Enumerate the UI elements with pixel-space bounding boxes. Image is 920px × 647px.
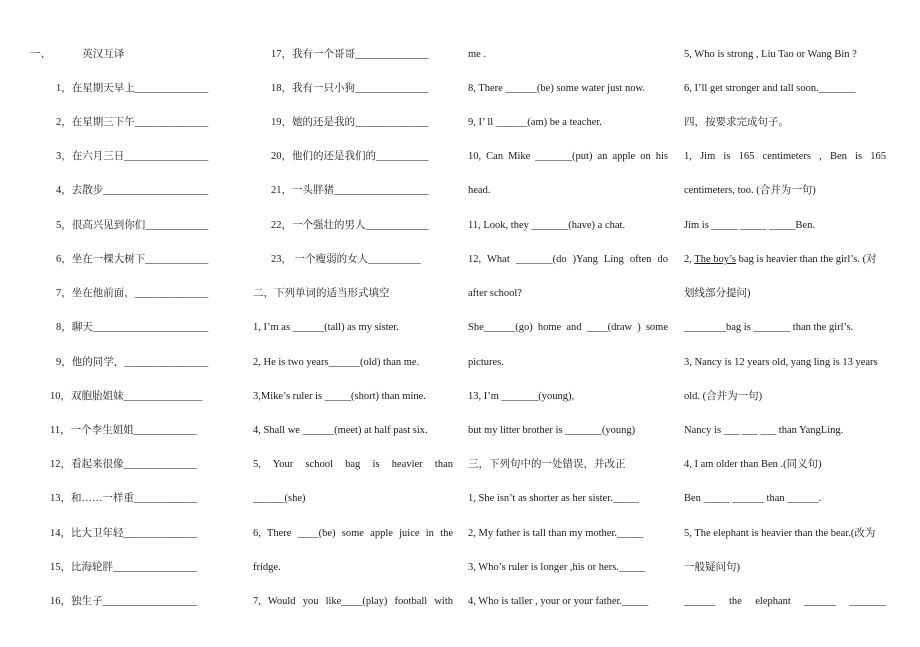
translation-item: 14，比大卫年轻______________ bbox=[50, 528, 197, 539]
translation-item: 21，一头胖猪__________________ bbox=[271, 185, 429, 196]
translation-item: 3，在六月三日________________ bbox=[56, 151, 209, 162]
sentence-task-line: centimeters, too. (合并为一句) bbox=[684, 185, 816, 196]
section-1-number: 一、 bbox=[30, 49, 51, 60]
exercise-line: fridge. bbox=[253, 562, 281, 573]
correction-line: 3, Who’s ruler is longer ,his or hers._____ bbox=[468, 562, 646, 573]
sentence-task-line: Jim is _____ _____ _____Ben. bbox=[684, 220, 815, 231]
exercise-line: 7, Would you like____(play) football with bbox=[253, 596, 453, 607]
translation-item: 12，看起来很像______________ bbox=[50, 459, 197, 470]
exercise-line: 8, There ______(be) some water just now. bbox=[468, 83, 645, 94]
exercise-line: 3,Mike’s ruler is _____(short) than mine. bbox=[253, 391, 426, 402]
section-1-heading bbox=[30, 45, 230, 65]
exercise-line: 9, I’ ll ______(am) be a teacher. bbox=[468, 117, 602, 128]
sentence-task-line: ______ the elephant ______ _______ bbox=[684, 596, 886, 607]
exercise-line: 11, Look, they _______(have) a chat. bbox=[468, 220, 626, 231]
translation-item: 15，比海轮胖________________ bbox=[50, 562, 197, 573]
translation-item: 10，双胞胎姐妹_______________ bbox=[50, 391, 203, 402]
sentence-task-line: ________bag is _______ than the girl’s. bbox=[684, 322, 854, 333]
sentence-task-line: old. (合并为一句) bbox=[684, 391, 763, 402]
translation-item: 13，和……一样重____________ bbox=[50, 493, 197, 504]
correction-line: 6, I’ll get stronger and tall soon._______ bbox=[684, 83, 856, 94]
sentence-task-line bbox=[684, 250, 886, 270]
sentence-task-line: Ben _____ ______ than ______. bbox=[684, 493, 822, 504]
exercise-line: 13, I’m _______(young), bbox=[468, 391, 575, 402]
translation-item: 20，他们的还是我们的__________ bbox=[271, 151, 429, 162]
translation-item: 8，聊天______________________ bbox=[56, 322, 209, 333]
translation-item: 9，他的同学，________________ bbox=[56, 357, 209, 368]
translation-item: 16，独生子__________________ bbox=[50, 596, 197, 607]
sentence-task-line: Nancy is ___ ___ ___ than YangLing. bbox=[684, 425, 844, 436]
translation-item: 17，我有一个哥哥______________ bbox=[271, 49, 429, 60]
exercise-line: 5, Your school bag is heavier than bbox=[253, 459, 453, 470]
exercise-line: 1, I’m as ______(tall) as my sister. bbox=[253, 322, 399, 333]
exercise-line: 2, He is two years______(old) than me. bbox=[253, 357, 420, 368]
sentence-task-line: 划线部分提问) bbox=[684, 288, 751, 299]
translation-item: 4，去散步____________________ bbox=[56, 185, 209, 196]
section-4-title: 四，按要求完成句子。 bbox=[684, 117, 789, 128]
translation-item: 11，一个李生姐姐____________ bbox=[50, 425, 197, 436]
correction-line: 1, She isn’t as shorter as her sister._____ bbox=[468, 493, 639, 504]
exercise-line: She______(go) home and ____(draw ) some bbox=[468, 322, 668, 333]
sentence-task-line: 一般疑问句) bbox=[684, 562, 740, 573]
column-1 bbox=[30, 0, 230, 647]
correction-line: 4, Who is taller , your or your father._____ bbox=[468, 596, 649, 607]
correction-line: 5, Who is strong , Liu Tao or Wang Bin ? bbox=[684, 49, 857, 60]
correction-line: 2, My father is tall than my mother._____ bbox=[468, 528, 644, 539]
underlined-phrase: The boy’s bbox=[694, 254, 737, 265]
exercise-line: 4, Shall we ______(meet) at half past six. bbox=[253, 425, 428, 436]
question-text: bag is heavier than the girl’s. (对 bbox=[736, 254, 877, 265]
translation-item: 2，在星期三下午______________ bbox=[56, 117, 209, 128]
exercise-line: pictures. bbox=[468, 357, 504, 368]
exercise-line: ______(she) bbox=[253, 493, 306, 504]
exercise-line: after school? bbox=[468, 288, 522, 299]
section-2-title: 二，下列单词的适当形式填空 bbox=[253, 288, 390, 299]
sentence-task-line: 4, I am older than Ben .(同义句) bbox=[684, 459, 822, 470]
translation-item: 18，我有一只小狗______________ bbox=[271, 83, 429, 94]
exercise-line: 6, There ____(be) some apple juice in the bbox=[253, 528, 453, 539]
sentence-task-line: 1, Jim is 165 centimeters , Ben is 165 bbox=[684, 151, 886, 162]
question-number: 2, bbox=[684, 254, 695, 265]
exercise-line: but my litter brother is _______(young) bbox=[468, 425, 636, 436]
exercise-line: 10, Can Mike _______(put) an apple on his bbox=[468, 151, 668, 162]
column-3 bbox=[468, 0, 668, 647]
translation-item: 23， 一个瘦弱的女人__________ bbox=[271, 254, 421, 265]
exercise-line: 12, What _______(do )Yang Ling often do bbox=[468, 254, 668, 265]
section-1-title: 英汉互译 bbox=[82, 49, 125, 60]
column-4 bbox=[684, 0, 886, 647]
translation-item: 22，一个强壮的男人____________ bbox=[271, 220, 429, 231]
translation-item: 6，坐在一棵大树下____________ bbox=[56, 254, 209, 265]
translation-item: 1，在星期天早上______________ bbox=[56, 83, 209, 94]
translation-item: 7，坐在他前面，______________ bbox=[56, 288, 209, 299]
exercise-line: head. bbox=[468, 185, 491, 196]
translation-item: 5，很高兴见到你们____________ bbox=[56, 220, 209, 231]
section-3-title: 三，下列句中的一处错误，并改正 bbox=[468, 459, 626, 470]
translation-item: 19，她的还是我的______________ bbox=[271, 117, 429, 128]
exercise-line: me . bbox=[468, 49, 487, 60]
sentence-task-line: 3, Nancy is 12 years old, yang ling is 13 years bbox=[684, 357, 878, 368]
column-2 bbox=[253, 0, 453, 647]
sentence-task-line: 5, The elephant is heavier than the bear.(改为 bbox=[684, 528, 876, 539]
